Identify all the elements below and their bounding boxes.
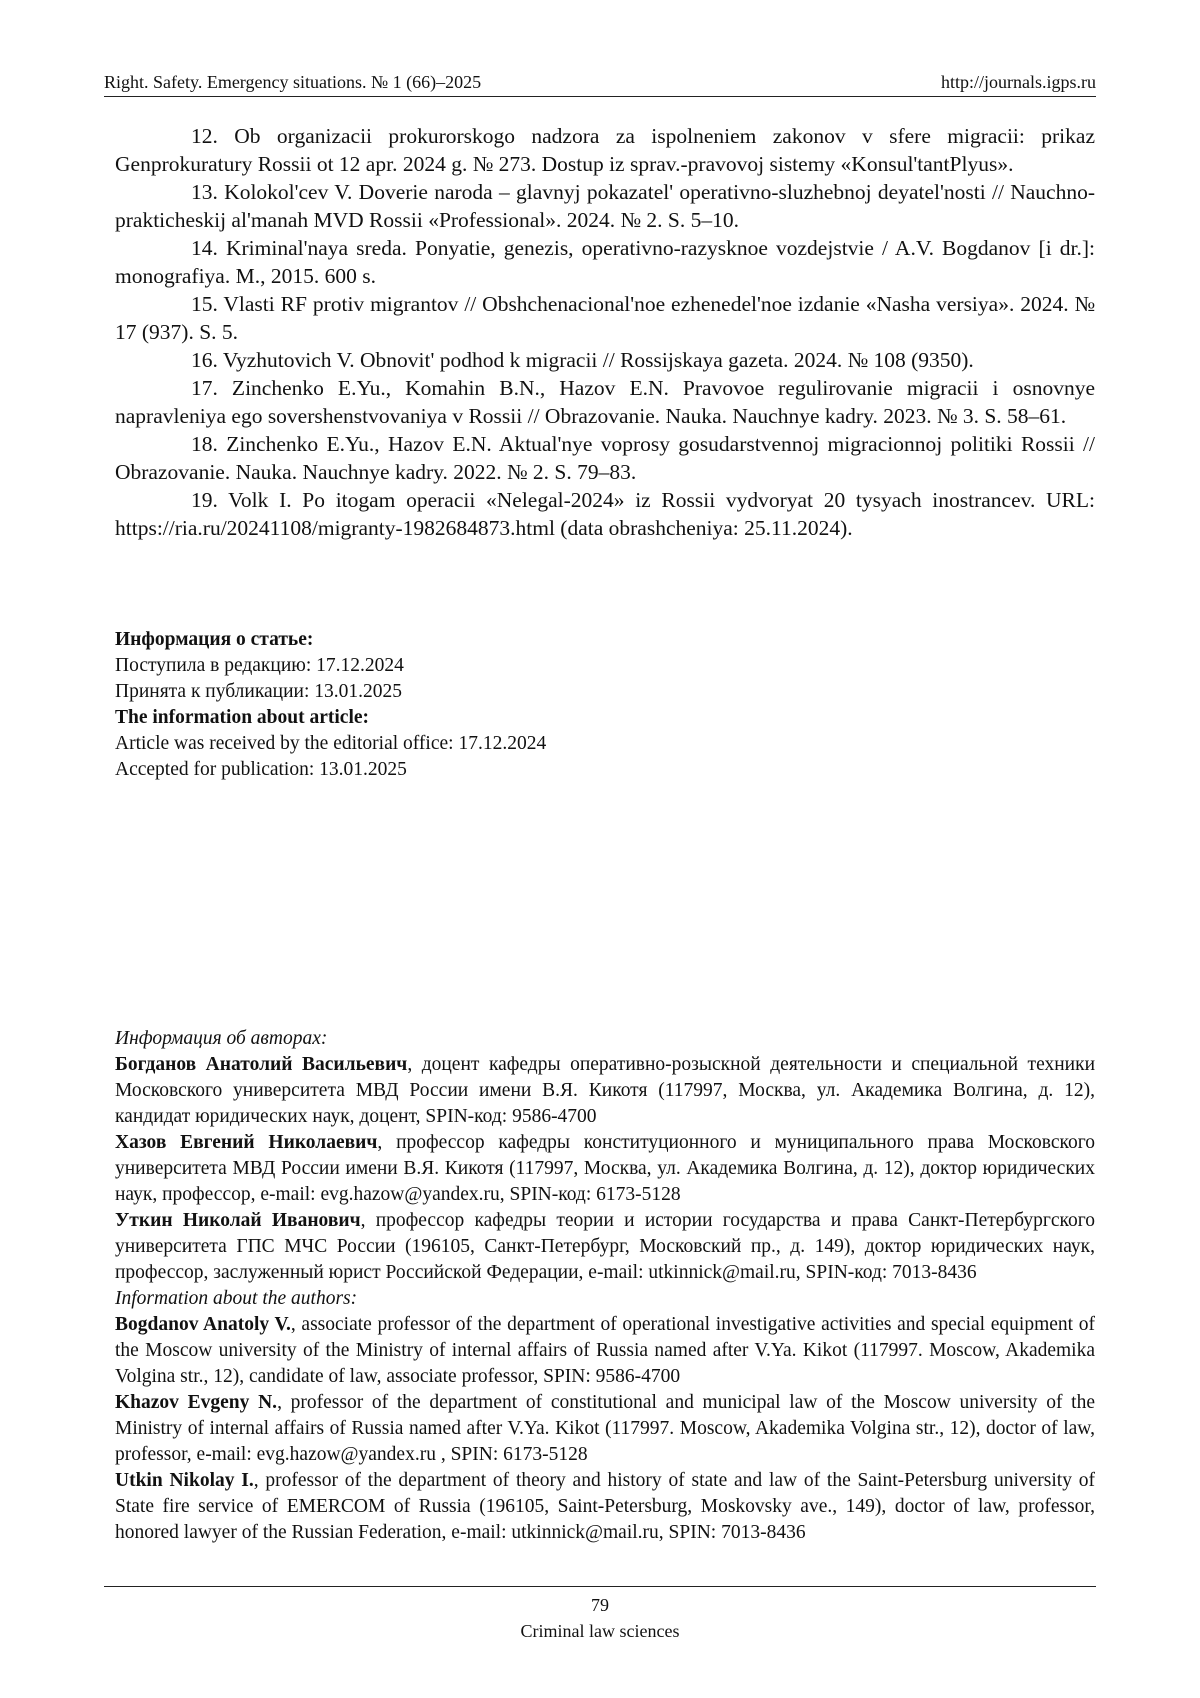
- received-date-ru: Поступила в редакцию: 17.12.2024: [115, 655, 404, 676]
- author-details: , professor of the department of theory and history of state and law of the Saint-Petersburg university of State fire service of EMERCOM of Russia (196105, Saint-Petersburg, Moskovsky ave., 149), doctor of law, professor, honored lawyer of the Russian Federation, e-mail: utkinnick@mail.ru, SPIN: 7013-8436: [115, 1470, 1095, 1543]
- running-header: [104, 72, 1096, 93]
- reference-item: 17. Zinchenko E.Yu., Komahin B.N., Hazov E.N. Pravovoe regulirovanie migracii i osnovnye napravleniya ego sovershenstvovaniya v Rossii // Obrazovanie. Nauka. Nauchnye kadry. 2023. № 3. S. 58–61.: [115, 376, 1095, 428]
- reference-item: 19. Volk I. Po itogam operacii «Nelegal-2024» iz Rossii vydvoryat 20 tysyach inostrancev. URL: https://ria.ru/20241108/migranty-1982684873.html (data obrashcheniya: 25.11.2024).: [115, 488, 1095, 540]
- reference-list: [115, 122, 1095, 542]
- reference-item: 18. Zinchenko E.Yu., Hazov E.N. Aktual'nye voprosy gosudarstvennoj migracionnoj politiki Rossii // Obrazovanie. Nauka. Nauchnye kadry. 2022. № 2. S. 79–83.: [115, 432, 1095, 484]
- authors-heading-ru: Информация об авторах:: [115, 1028, 328, 1049]
- reference-item: 13. Kolokol'cev V. Doverie naroda – glavnyj pokazatel' operativno-sluzhebnoj deyatel'nosti // Nauchno-prakticheskij al'manah MVD Rossii «Professional». 2024. № 2. S. 5–10.: [115, 180, 1095, 232]
- author-entry-en: [115, 1312, 1095, 1390]
- author-entry-ru: [115, 1208, 1095, 1286]
- section-title: Criminal law sciences: [520, 1621, 680, 1641]
- footer-rule: [104, 1586, 1096, 1587]
- author-details: , professor of the department of constitutional and municipal law of the Moscow university of the Ministry of internal affairs of Russia named after V.Ya. Kikot (117997. Moscow, Akademika Volgina str., 12), doctor of law, professor, e-mail: evg.hazow@yandex.ru , SPIN: 6173-5128: [115, 1392, 1095, 1465]
- reference-item: 15. Vlasti RF protiv migrantov // Obshchenacional'noe ezhenedel'noe izdanie «Nasha versiya». 2024. № 17 (937). S. 5.: [115, 292, 1095, 344]
- accepted-date-en: Accepted for publication: 13.01.2025: [115, 759, 407, 780]
- author-name: Уткин Николай Иванович: [115, 1210, 361, 1231]
- author-entry-ru: [115, 1130, 1095, 1208]
- authors-heading-en: Information about the authors:: [115, 1288, 358, 1309]
- author-info: [115, 1026, 1095, 1546]
- running-footer: [104, 1592, 1096, 1644]
- author-name: Bogdanov Anatoly V.: [115, 1314, 291, 1335]
- reference-item: 12. Ob organizacii prokurorskogo nadzora za ispolneniem zakonov v sfere migracii: prikaz Genprokuratury Rossii ot 12 apr. 2024 g. № 273. Dostup iz sprav.-pravovoj sistemy «Konsul'tantPlyus».: [115, 124, 1095, 176]
- reference-item: 16. Vyzhutovich V. Obnovit' podhod k migracii // Rossijskaya gazeta. 2024. № 108 (9350).: [191, 348, 974, 372]
- author-entry-en: [115, 1468, 1095, 1546]
- author-name: Utkin Nikolay I.: [115, 1470, 254, 1491]
- author-name: Богданов Анатолий Васильевич: [115, 1054, 408, 1075]
- author-entry-en: [115, 1390, 1095, 1468]
- author-name: Хазов Евгений Николаевич: [115, 1132, 378, 1153]
- author-name: Khazov Evgeny N.: [115, 1392, 278, 1413]
- author-details: , профессор кафедры теории и истории государства и права Санкт-Петербургского университета ГПС МЧС России (196105, Санкт-Петербург, Московский пр., д. 149), доктор юридических наук, профессор, заслуженный юрист Российской Федерации, e-mail: utkinnick@mail.ru, SPIN-код: 7013-8436: [115, 1210, 1095, 1283]
- author-details: , доцент кафедры оперативно-розыскной деятельности и специальной техники Московского университета МВД России имени В.Я. Кикотя (117997, Москва, ул. Академика Волгина, д. 12), кандидат юридических наук, доцент, SPIN-код: 9586-4700: [115, 1054, 1095, 1127]
- author-entry-ru: [115, 1052, 1095, 1130]
- journal-url[interactable]: http://journals.igps.ru: [941, 72, 1096, 92]
- article-info-heading-en: The information about article:: [115, 707, 370, 728]
- reference-item: 14. Kriminal'naya sreda. Ponyatie, genezis, operativno-razysknoe vozdejstvie / A.V. Bogdanov [i dr.]: monografiya. M., 2015. 600 s.: [115, 236, 1095, 288]
- header-rule: [104, 96, 1096, 97]
- journal-title: Right. Safety. Emergency situations. № 1 (66)–2025: [104, 72, 482, 92]
- page-number: 79: [591, 1595, 609, 1615]
- accepted-date-ru: Принята к публикации: 13.01.2025: [115, 681, 403, 702]
- article-info: [115, 627, 1095, 783]
- author-details: , associate professor of the department of operational investigative activities and special equipment of the Moscow university of the Ministry of internal affairs of Russia named after V.Ya. Kikot (117997. Moscow, Akademika Volgina str., 12), candidate of law, associate professor, SPIN: 9586-4700: [115, 1314, 1095, 1387]
- received-date-en: Article was received by the editorial office: 17.12.2024: [115, 733, 547, 754]
- author-details: , профессор кафедры конституционного и муниципального права Московского университета МВД России имени В.Я. Кикотя (117997, Москва, ул. Академика Волгина, д. 12), доктор юридических наук, профессор, e-mail: evg.hazow@yandex.ru, SPIN-код: 6173-5128: [115, 1132, 1095, 1205]
- article-info-heading-ru: Информация о статье:: [115, 629, 314, 650]
